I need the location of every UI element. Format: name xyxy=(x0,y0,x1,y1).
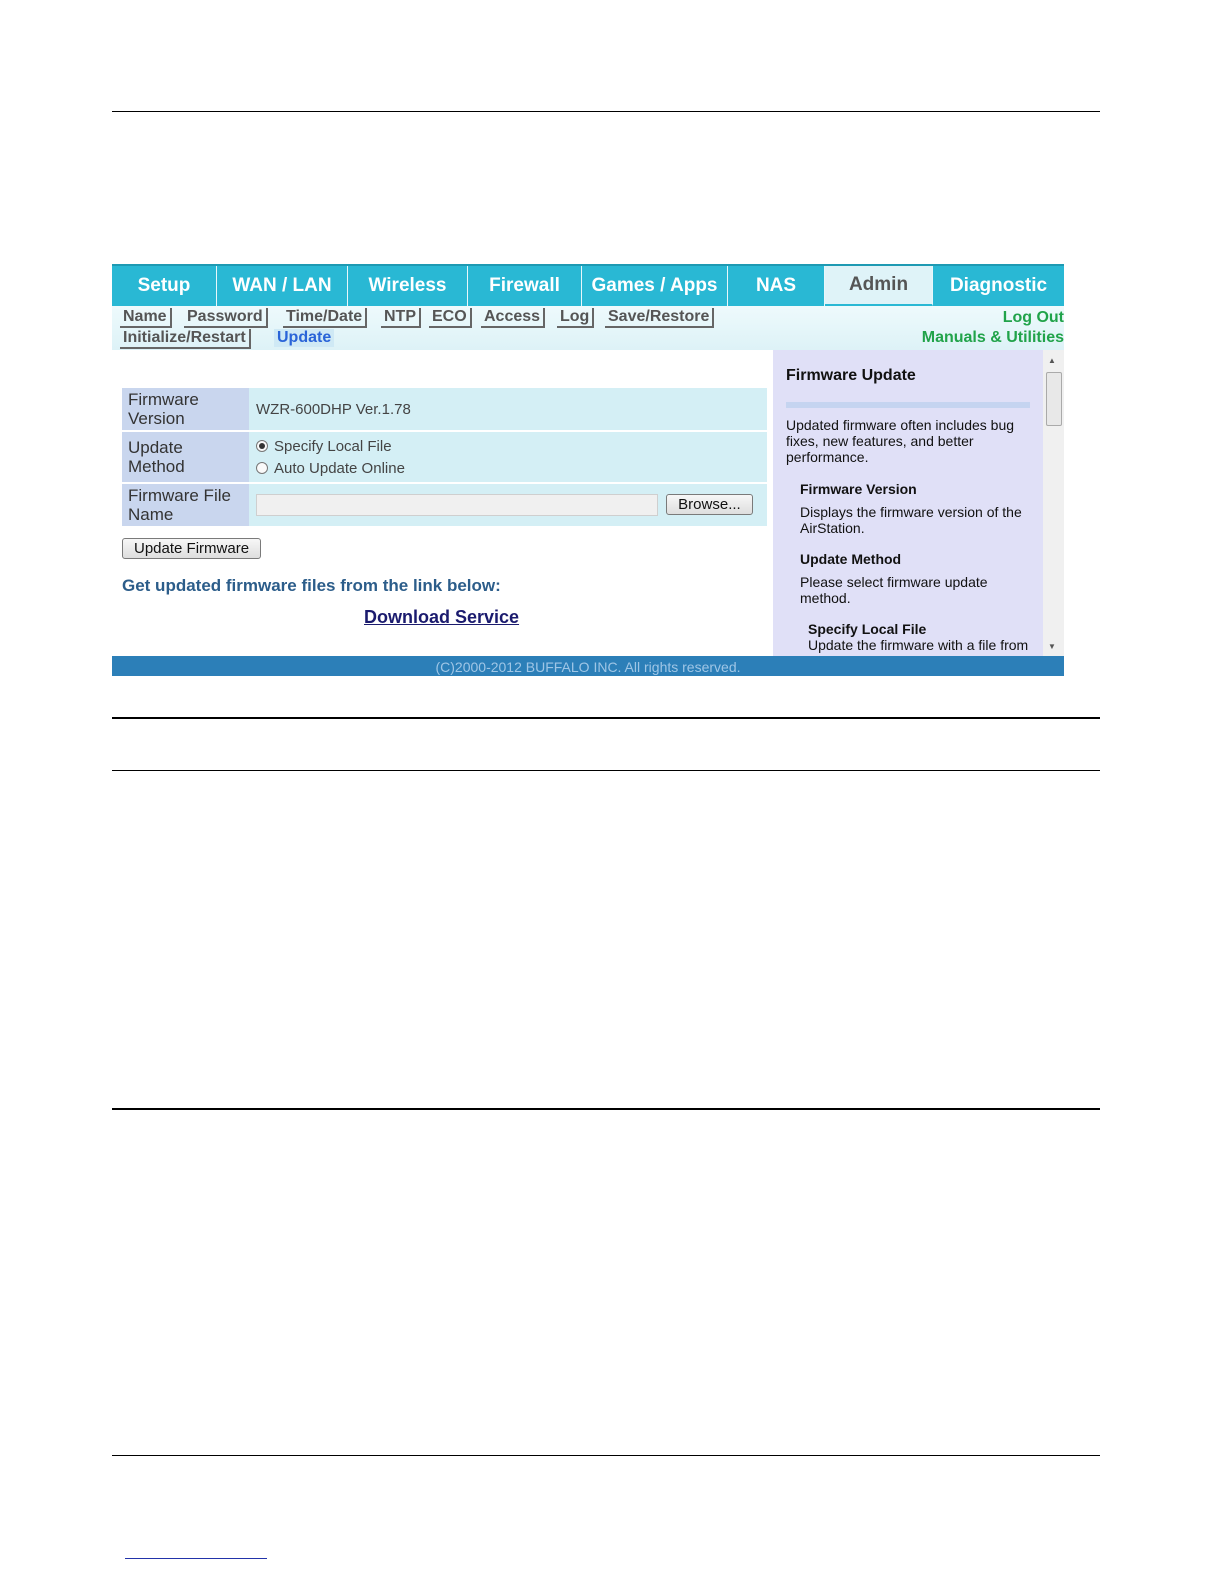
tab-wan-lan[interactable]: WAN / LAN xyxy=(217,266,348,306)
file-name-input[interactable] xyxy=(256,494,658,516)
main-tab-bar xyxy=(112,264,1064,306)
help-text-update-method: Please select firmware update method. xyxy=(800,574,988,606)
section-rule-3 xyxy=(112,1108,1100,1110)
subnav-name[interactable]: Name xyxy=(120,308,172,328)
subnav-ntp[interactable]: NTP xyxy=(381,308,421,328)
update-method-row xyxy=(122,432,767,482)
scroll-up-icon[interactable]: ▲ xyxy=(1048,356,1056,365)
subnav-access[interactable]: Access xyxy=(481,308,545,328)
scroll-thumb[interactable] xyxy=(1046,372,1062,426)
firmware-version-row xyxy=(122,388,767,430)
subnav-eco[interactable]: ECO xyxy=(429,308,472,328)
subnav-update[interactable]: Update xyxy=(274,329,334,347)
help-text-firmware-version: Displays the firmware version of the AirStation. xyxy=(800,504,1022,536)
firmware-version-value: WZR-600DHP Ver.1.78 xyxy=(249,388,767,430)
download-service-link[interactable]: Download Service xyxy=(364,607,520,627)
tab-wireless[interactable]: Wireless xyxy=(348,266,468,306)
admin-subnav xyxy=(112,306,1064,350)
file-name-row xyxy=(122,484,767,526)
update-method-label: Update Method xyxy=(122,432,249,482)
tab-games-apps[interactable]: Games / Apps xyxy=(582,266,728,306)
help-panel xyxy=(773,350,1043,656)
router-admin-screenshot xyxy=(112,264,1064,676)
firmware-version-label: Firmware Version xyxy=(122,388,249,430)
method-auto-update[interactable] xyxy=(256,457,760,479)
browse-button[interactable]: Browse... xyxy=(666,494,753,515)
file-name-cell xyxy=(249,484,767,526)
update-method-options xyxy=(249,432,767,482)
header-rule xyxy=(112,111,1100,112)
section-rule-2 xyxy=(112,770,1100,771)
help-intro: Updated firmware often includes bug fixes, new features, and better performance. xyxy=(786,417,1015,465)
section-rule-1 xyxy=(112,717,1100,719)
radio-local-file[interactable] xyxy=(256,440,268,452)
footer-rule xyxy=(112,1455,1100,1456)
help-divider xyxy=(786,402,1030,408)
footer-link-underline xyxy=(125,1558,267,1559)
update-firmware-button[interactable]: Update Firmware xyxy=(122,538,261,559)
update-info-text: Get updated firmware files from the link below: xyxy=(122,576,501,595)
tab-diagnostic[interactable]: Diagnostic xyxy=(949,275,1048,296)
firmware-form xyxy=(122,386,767,528)
method-local-file[interactable] xyxy=(256,435,760,457)
file-name-label: Firmware File Name xyxy=(122,484,249,526)
copyright-footer: (C)2000-2012 BUFFALO INC. All rights reserved. xyxy=(112,656,1064,676)
subnav-password[interactable]: Password xyxy=(184,308,268,328)
help-heading-update-method: Update Method xyxy=(800,551,902,567)
help-scrollbar[interactable] xyxy=(1043,350,1064,656)
help-heading-firmware-version: Firmware Version xyxy=(800,481,917,497)
help-title: Firmware Update xyxy=(786,367,916,384)
main-content xyxy=(112,350,773,656)
tab-nas[interactable]: NAS xyxy=(728,266,825,306)
tab-admin[interactable]: Admin xyxy=(825,266,933,306)
help-text-specify-local-file: Update the firmware with a file from xyxy=(808,637,1029,653)
scroll-down-icon[interactable]: ▼ xyxy=(1048,642,1056,651)
radio-auto-update[interactable] xyxy=(256,462,268,474)
method-auto-update-label: Auto Update Online xyxy=(274,459,405,477)
help-heading-specify-local-file: Specify Local File xyxy=(808,621,927,637)
subnav-save-restore[interactable]: Save/Restore xyxy=(605,308,714,328)
subnav-time-date[interactable]: Time/Date xyxy=(283,308,367,328)
tab-setup[interactable]: Setup xyxy=(112,266,217,306)
tab-firewall[interactable]: Firewall xyxy=(468,266,582,306)
subnav-log[interactable]: Log xyxy=(557,308,594,328)
manuals-utilities-link[interactable]: Manuals & Utilities xyxy=(921,329,1064,346)
subnav-initialize-restart[interactable]: Initialize/Restart xyxy=(120,329,251,349)
method-local-file-label: Specify Local File xyxy=(274,437,392,455)
logout-link[interactable]: Log Out xyxy=(1002,309,1064,326)
